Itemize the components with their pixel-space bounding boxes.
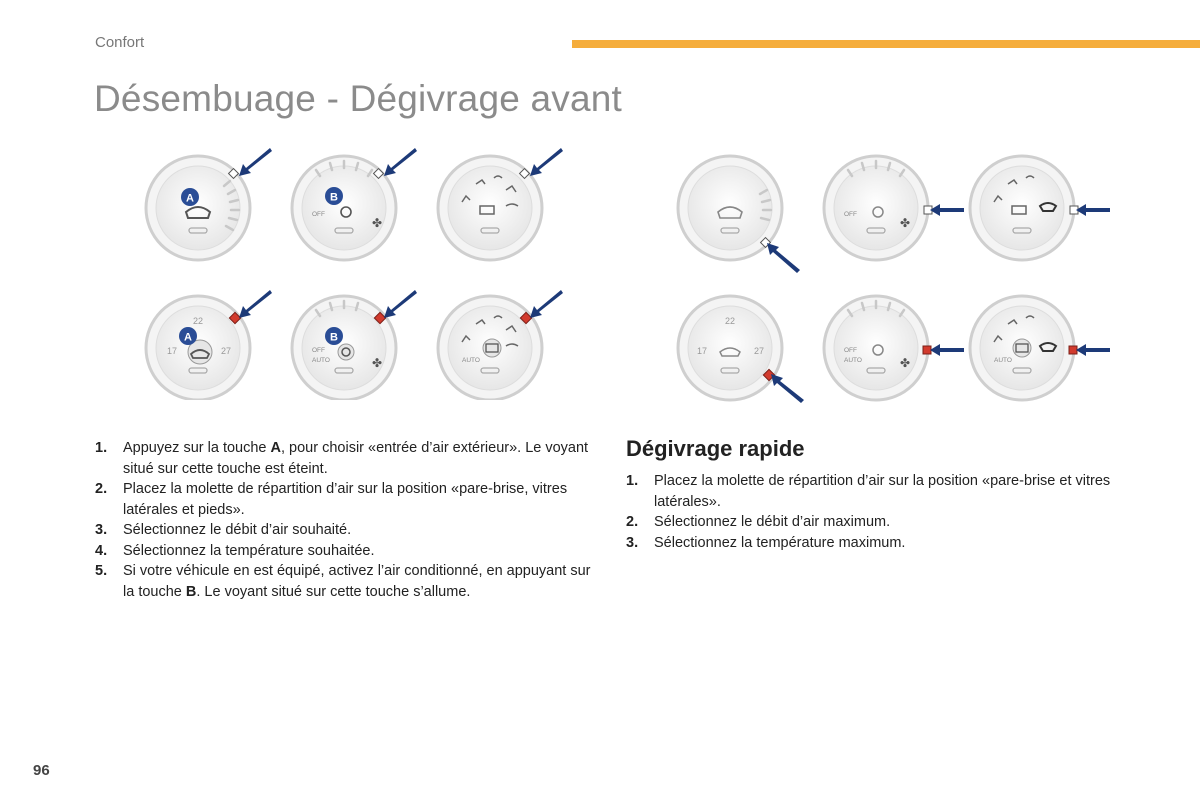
rapid-defrost-steps-list	[626, 471, 1116, 553]
page-title: Désembuage - Dégivrage avant	[94, 78, 623, 119]
dial-distribution	[438, 148, 563, 260]
callout-b-label: B	[330, 191, 338, 204]
dials-illustration-left	[140, 140, 580, 400]
figure-defog-front	[140, 140, 580, 400]
dial-temperature-max	[678, 156, 800, 273]
svg-text:AUTO: AUTO	[994, 357, 1012, 364]
page-number: 96	[33, 762, 50, 779]
list-item: 1. Placez la molette de répartition d’air sur la position «pare-brise et vitres latérales».	[626, 473, 1111, 510]
list-item: 5. Si votre véhicule en est équipé, activez l’air conditionné, en appuyant sur la touche B. Le voyant situé sur cette touche s’allume.	[95, 563, 591, 600]
defog-steps-list	[95, 438, 600, 602]
svg-text:AUTO: AUTO	[462, 357, 480, 364]
svg-text:OFF: OFF	[844, 347, 857, 354]
dial-distribution-windscreen-auto	[970, 296, 1110, 400]
svg-text:OFF: OFF	[844, 211, 857, 218]
dial-distribution-auto	[438, 290, 563, 400]
dial-temperature-max-auto	[678, 296, 804, 403]
dial-fan-b-auto	[292, 290, 417, 400]
svg-text:27: 27	[754, 346, 765, 356]
dials-illustration-right	[672, 142, 1122, 404]
list-item: 4. Sélectionnez la température souhaitée.	[95, 542, 375, 559]
svg-text:A: A	[184, 331, 192, 344]
header-accent-bar	[572, 40, 1200, 48]
list-item: 3. Sélectionnez le débit d’air souhaité.	[95, 522, 352, 538]
dial-fan-b	[292, 148, 417, 260]
dial-temperature-a-auto	[146, 290, 272, 400]
svg-text:22: 22	[724, 316, 736, 326]
svg-text:AUTO: AUTO	[844, 357, 862, 364]
svg-text:✤: ✤	[900, 356, 911, 370]
off-label: OFF	[312, 211, 325, 218]
dial-fan-max	[824, 156, 964, 260]
section-label: Confort	[95, 34, 145, 51]
dial-fan-max-auto	[824, 296, 964, 400]
dial-distribution-windscreen	[970, 156, 1110, 260]
rapid-defrost-heading: Dégivrage rapide	[626, 436, 805, 461]
svg-text:✤: ✤	[372, 356, 383, 370]
list-item: 3. Sélectionnez la température maximum.	[626, 534, 906, 551]
auto-label: AUTO	[312, 357, 330, 364]
list-item: 2. Placez la molette de répartition d’air sur la position «pare-brise, vitres latérales et pieds».	[95, 481, 568, 518]
temp-mid-label: 22	[192, 316, 204, 326]
svg-text:✤: ✤	[372, 216, 383, 230]
temp-low-label: 17	[167, 346, 178, 356]
figure-rapid-defrost	[672, 142, 1122, 404]
svg-text:✤: ✤	[900, 216, 911, 230]
dial-temperature-a	[146, 148, 272, 260]
svg-text:OFF: OFF	[312, 347, 325, 354]
svg-text:B: B	[330, 331, 338, 344]
callout-a-label: A	[186, 192, 194, 205]
svg-text:17: 17	[697, 346, 708, 356]
list-item: 1. Appuyez sur la touche A, pour choisir «entrée d’air extérieur». Le voyant situé sur cette touche est éteint.	[95, 440, 589, 477]
temp-high-label: 27	[221, 346, 232, 356]
list-item: 2. Sélectionnez le débit d’air maximum.	[626, 514, 891, 530]
